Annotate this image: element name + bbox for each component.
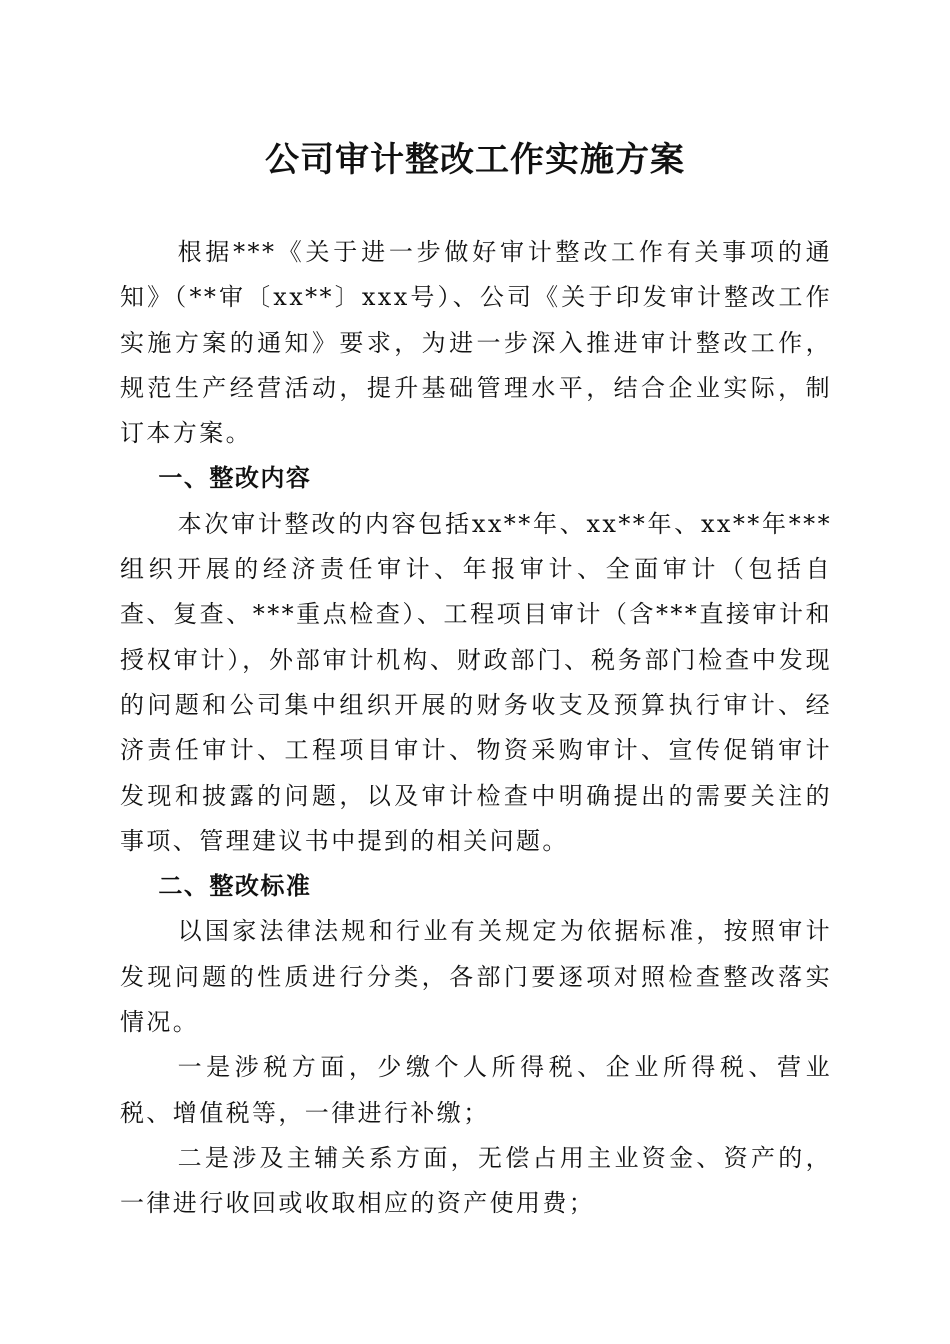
intro-paragraph: 根据***《关于进一步做好审计整改工作有关事项的通知》（**审〔xx**〕xxx号）、公司《关于印发审计整改工作实施方案的通知》要求，为进一步深入推进审计整改工作，规范生产经营活动，提升基础管理水平，结合企业实际，制订本方案。 (120, 238, 832, 448)
standard-item-tax: 一是涉税方面，少缴个人所得税、企业所得税、营业税、增值税等，一律进行补缴； (120, 1053, 832, 1127)
document-title: 公司审计整改工作实施方案 (265, 140, 685, 180)
section-heading-standard: 二、整改标准 (158, 872, 312, 901)
standard-paragraph: 以国家法律法规和行业有关规定为依据标准，按照审计发现问题的性质进行分类，各部门要逐项对照检查整改落实情况。 (120, 917, 832, 1037)
standard-item-main-auxiliary: 二是涉及主辅关系方面，无偿占用主业资金、资产的，一律进行收回或收取相应的资产使用费； (120, 1143, 832, 1218)
section-heading-content: 一、整改内容 (158, 464, 312, 493)
section-content-paragraph: 本次审计整改的内容包括xx**年、xx**年、xx**年***组织开展的经济责任审计、年报审计、全面审计（包括自查、复查、***重点检查）、工程项目审计（含***直接审计和授权审计），外部审计机构、财政部门、税务部门检查中发现的问题和公司集中组织开展的财务收支及预算执行审计、经济责任审计、工程项目审计、物资采购审计、宣传促销审计发现和披露的问题，以及审计检查中明确提出的需要关注的事项、管理建议书中提到的相关问题。 (120, 509, 832, 855)
document-body (120, 230, 832, 1227)
